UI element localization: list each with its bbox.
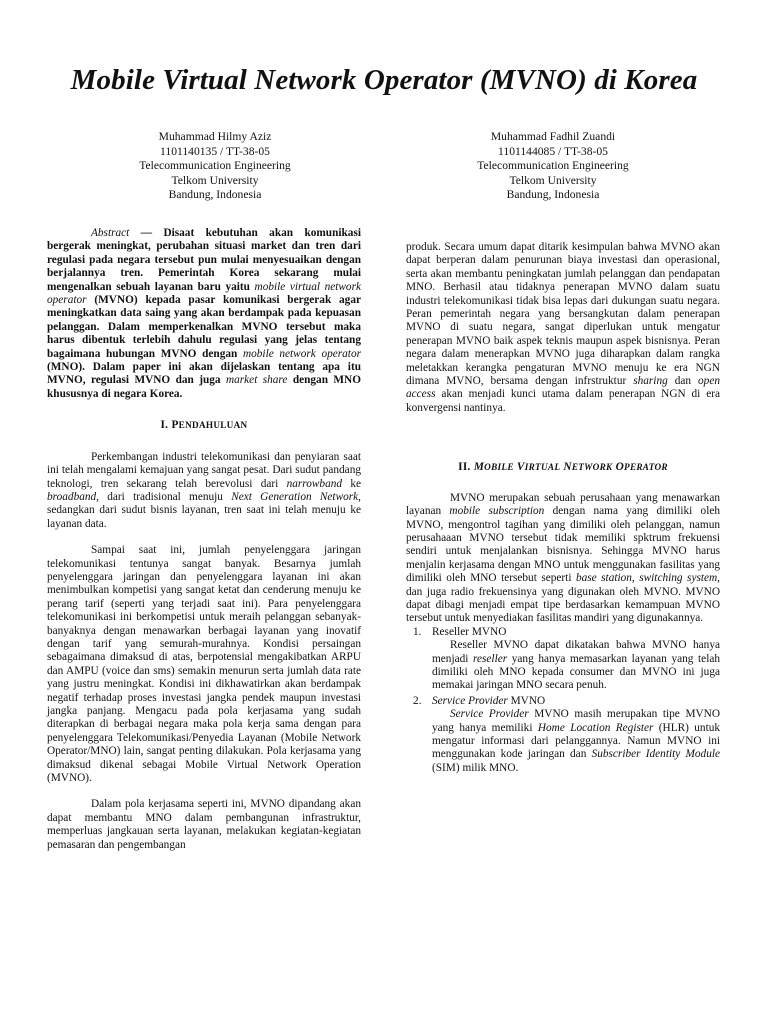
- right-column: [406, 227, 720, 777]
- paragraph-text: akan menjadi kunci utama dalam penerapan NGN di era konvergensi nantinya.: [406, 388, 720, 414]
- list-title-term: Service Provider: [432, 694, 508, 707]
- paragraph-term: Home Location Register: [537, 721, 654, 734]
- abstract-label: Abstract: [91, 227, 130, 239]
- paragraph-term: Subscriber Identity Module: [591, 748, 720, 761]
- abstract-text: dengan MNO khususnya di negara Korea.: [47, 374, 361, 400]
- author-id: 1101144085 / TT-38-05: [498, 144, 608, 158]
- paragraph-term: Service Provider: [450, 708, 529, 721]
- paragraph-text: produk. Secara umum dapat ditarik kesimpulan bahwa MVNO akan dapat berperan dalam penurunan biaya investasi dan operasional, serta akan membantu peningkatan jumlah pelanggan dan pendapatan MNO. Berhasil atau tidaknya penerapan MVNO dalam suatu industri telekomunikasi tidak bisa lepas dari dukungan suatu negara. Peran pemerintah negara yang bersangkutan dalam penerapan MVNO di suatu negara, sangat diperlukan untuk mengatur penerapan MVNO baik aspek teknis maupun aspek bisnisnya. Peran negara dalam menerapkan MVNO juga diharapkan dalam rangka meletakkan kerangka pengaturan MVNO menuju ke era NGN dimana MVNO, bersama dengan infrstruktur: [406, 241, 720, 388]
- section-heading-pendahuluan: [47, 419, 361, 432]
- paragraph-text: dan: [667, 375, 699, 388]
- abstract-text: (MVNO) kepada pasar komunikasi bergerak agar meningkatkan data saing yang akan berdampak pada kepuasan pelanggan. Dalam memperkenalkan MVNO tersebut maka harus dibentuk terlebih dahulu regulasi yang jelas tentang bagaimana hubungan MVNO dengan: [47, 294, 361, 360]
- paragraph-term: broadband: [47, 490, 97, 503]
- author-city: Bandung, Indonesia: [506, 188, 600, 202]
- section-title-rest: OBILE: [484, 462, 514, 473]
- list-item-body: [406, 708, 720, 775]
- paragraph-continued: [406, 241, 720, 415]
- paragraph-text: MVNO masih merupakan tipe MVNO yang hanya memiliki: [432, 708, 720, 734]
- paragraph-term: mobile subscription: [449, 505, 545, 518]
- paragraph-term: Next Generation Network: [231, 490, 359, 503]
- section-numeral: I.: [160, 419, 169, 432]
- paragraph-term: reseller: [473, 652, 508, 665]
- paragraph: [47, 451, 361, 531]
- abstract: [47, 227, 361, 401]
- section-title-rest: IRTUAL: [524, 462, 561, 473]
- paragraph-term: narrowband: [286, 477, 343, 490]
- list-title-text: MVNO: [507, 694, 546, 707]
- list-number: 1.: [413, 625, 422, 638]
- paragraph-text: , dan juga radio frekuensinya yang digunakan oleh MVNO. MVNO dapat dibagi menjadi empat tipe berdasarkan kemampuan MVNO tersebut untuk menyediakan fasilitas mandiri yang digunakannya.: [406, 572, 720, 625]
- paragraph: Dalam pola kerjasama seperti ini, MVNO dipandang akan dapat membantu MNO dalam pembangunan infrastruktur, memperluas jangkauan serta layanan, melakukan kegiatan-kegiatan pemasaran dan pengembangan: [47, 798, 361, 851]
- section-initial: P: [171, 419, 179, 432]
- author-university: Telkom University: [509, 173, 597, 187]
- section-title-rest: ENDAHULUAN: [178, 420, 248, 431]
- section-initial: N: [563, 461, 572, 474]
- left-column: [47, 227, 361, 852]
- paragraph-term: base station, switching system: [575, 572, 718, 585]
- author-city: Bandung, Indonesia: [168, 188, 262, 202]
- section-initial: M: [473, 461, 485, 474]
- abstract-text: Disaat kebutuhan akan komunikasi bergerak meningkat, perubahan situasi market dan tren dari regulasi pada negara tersebut pun mulai menyesuaikan dengan berjalannya tren. Pemerintah Korea sekarang mulai mengenalkan sebuah layanan baru yaitu: [47, 227, 361, 293]
- author-name: Muhammad Fadhil Zuandi: [490, 130, 616, 143]
- author-block-1: [55, 130, 375, 203]
- section-title-rest: ETWORK: [571, 462, 613, 473]
- section-initial: V: [516, 461, 525, 474]
- paragraph-text: MVNO merupakan sebuah perusahaan yang menawarkan layanan: [406, 491, 720, 518]
- section-initial: O: [615, 461, 625, 474]
- paragraph-text: Reseller MVNO dapat dikatakan bahwa MVNO hanya menjadi: [432, 639, 720, 665]
- paragraph: [406, 492, 720, 626]
- section-title-rest: PERATOR: [624, 462, 668, 473]
- abstract-text: (MNO). Dalam paper ini akan dijelaskan tentang apa itu MVNO, regulasi MVNO dan juga: [47, 361, 361, 387]
- paper-title: Mobile Virtual Network Operator (MVNO) di Korea: [70, 64, 698, 96]
- author-university: Telkom University: [171, 173, 259, 187]
- paragraph-text: , dari tradisional menuju: [96, 490, 232, 503]
- author-id: 1101140135 / TT-38-05: [160, 144, 270, 158]
- paragraph-text: yang hanya memasarkan layanan yang telah dimiliki oleh MNO kepada consumer dan MVNO ini juga memakai jaringan MNO secara penuh.: [432, 652, 720, 692]
- paragraph-text: (SIM) milik MNO.: [432, 761, 519, 774]
- author-name: Muhammad Hilmy Aziz: [158, 130, 272, 143]
- abstract-term: mobile virtual network operator: [47, 280, 361, 307]
- paragraph: Sampai saat ini, jumlah penyelenggara jaringan telekomunikasi tentunya sangat banyak. Besarnya jumlah penyelenggara jaringan dan penyelenggara layanan ini akan menimbulkan kompetisi yang sangat ketat dan cenderung menuju ke perang tarif (seperti yang terjadi saat ini). Para penyelenggara telekomunikasi ini berkompetisi untuk meraih pelanggan sebanyak-banyaknya dengan menawarkan berbagai layanan yang inovatif dengan tarif yang semurah-murahnya. Kondisi persaingan sebagaimana dimaksud di atas, berpotensial mengakibatkan ARPU dan AMPU (voice dan sms) semakin menurun serta jumlah data rate yang justru meningkat. Kondisi ini dikhawatirkan akan berdampak negatif terhadap proses investasi jangka pendek maupun investasi jangka panjang. Mengacu pada pola kerjasama yang sudah diterapkan di berbagai negara maka pola kerja sama dengan para penyelenggara Telekomunikasi/Penyedia Layanan (Mobile Network Operator/MNO) lain, sangat penting dilakukan. Pola kerjasama yang dimaksud dikenal sebagai Mobile Virtual Network Operation (MVNO).: [47, 544, 361, 785]
- list-title-text: Reseller MVNO: [432, 625, 507, 638]
- section-heading-mvno: [406, 461, 720, 474]
- paragraph-text: Perkembangan industri telekomunikasi dan penyiaran saat ini telah mengalami kemajuan yang sangat pesat. Dari sudut pandang teknologi, tren sekarang telah berevolusi dari: [47, 450, 361, 490]
- list-item-title: [406, 626, 720, 639]
- list-item-body: [406, 639, 720, 693]
- author-department: Telecommunication Engineering: [477, 159, 629, 173]
- paragraph-text: , sedangkan dari sudut bisnis layanan, tren saat ini telah menuju ke layanan data.: [47, 490, 361, 530]
- paragraph-term: open access: [406, 375, 720, 401]
- abstract-dash: —: [129, 227, 164, 239]
- paragraph-text: ke: [342, 477, 361, 490]
- list-number: 2.: [413, 694, 422, 707]
- paragraph-text: (HLR) untuk mengatur informasi dari pelanggannya. Namun MVNO ini menggunakan kode jaringan dan: [432, 721, 721, 761]
- paragraph-text: dengan nama yang dimiliki oleh MVNO, mengontrol tagihan yang dimiliki oleh pelanggan, namun perusahaaan MVNO tersebut tidak memiliki spktrum frekuensi sendiri untuk menjalankan bisnisnya. Sehingga MVNO harus menjalin kerjasama dengan MNO untuk menggunakan fasilitas yang dimiliki oleh MNO tersebut seperti: [406, 505, 720, 585]
- abstract-term: mobile network operator: [242, 347, 361, 360]
- abstract-term: market share: [225, 374, 288, 387]
- author-department: Telecommunication Engineering: [139, 159, 291, 173]
- paragraph-term: sharing: [633, 375, 668, 388]
- section-numeral: II.: [458, 461, 471, 474]
- author-block-2: [393, 130, 713, 203]
- list-item-title: [406, 695, 720, 708]
